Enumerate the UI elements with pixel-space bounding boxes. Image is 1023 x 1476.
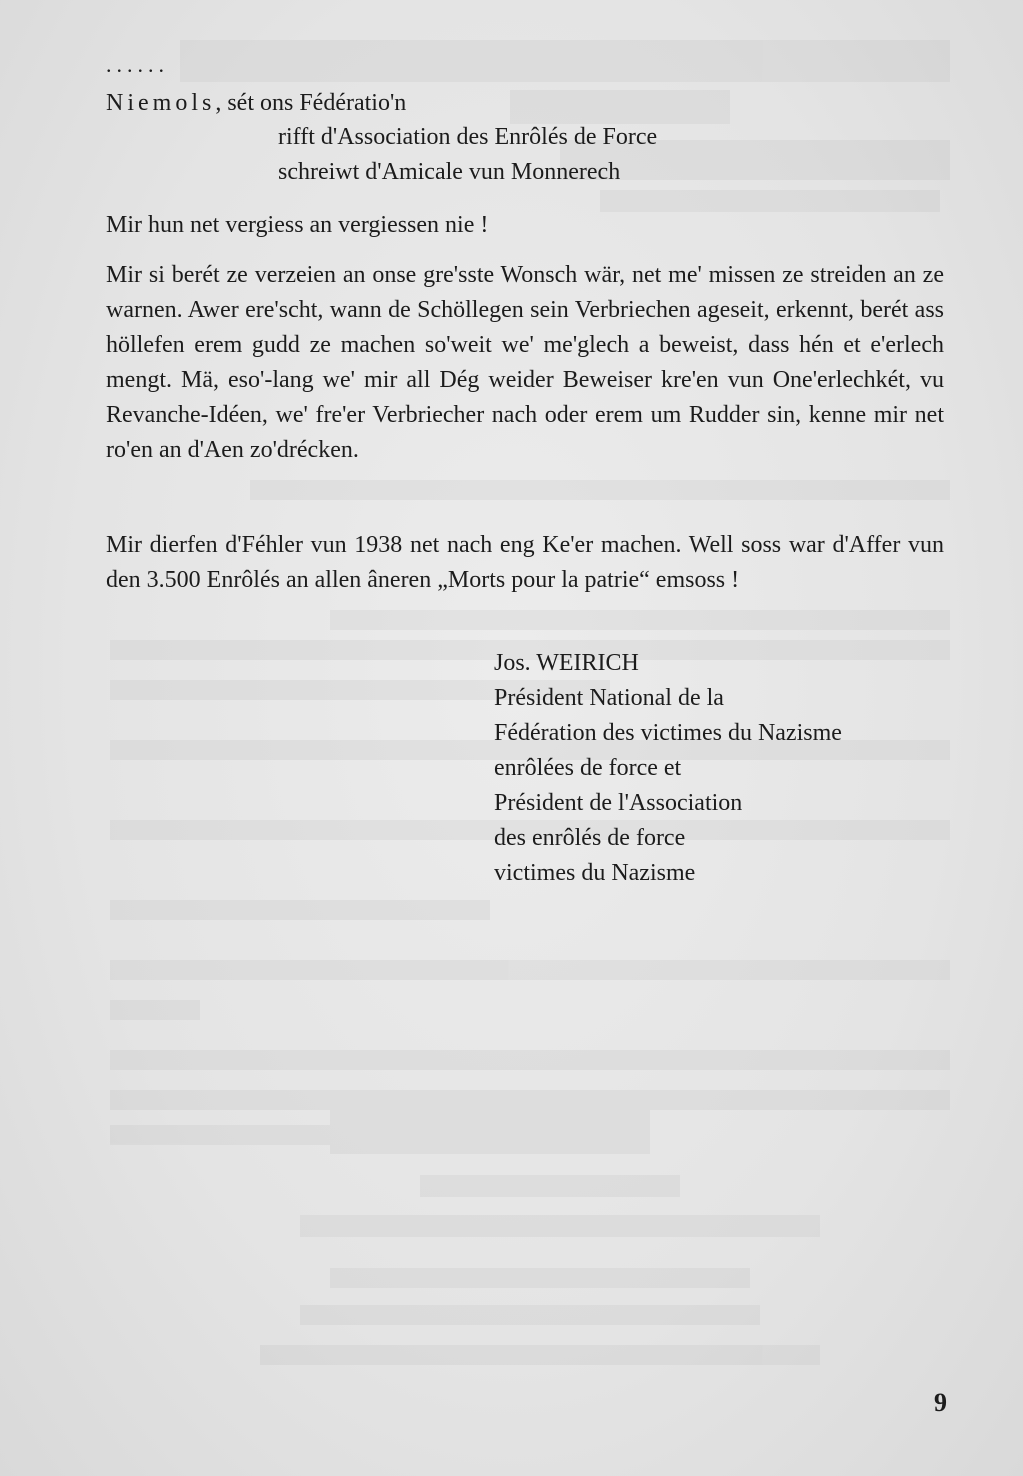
header-line-2: rifft d'Association des Enrôlés de Force	[278, 124, 658, 150]
header-line-3: schreiwt d'Amicale vun Monnerech	[278, 159, 621, 185]
signature-title-line: Fédération des victimes du Nazisme	[494, 720, 842, 746]
signature-title-line: victimes du Nazisme	[494, 860, 696, 886]
lead-word: Niemols	[106, 90, 216, 116]
paragraph-2: Mir si berét ze verzeien an onse gre'sste Wonsch wär, net me' missen ze streiden an ze warnen. Awer ere'scht, wann de Schöllegen sein Verbriechen ageseit, erkennt, berét ass höllefen erem gudd ze machen so'weit we' me'glech a beweist, dass hén et e'erlech mengt. Mä, eso'-lang we' mir all Dég weider Beweiser kre'en vun One'erlechkét, vu Revanche-Idéen, we' fre'er Verbriecher nach oder erem um Rudder sin, kenne mir net ro'en an d'Aen zo'drécken.	[106, 262, 944, 463]
header-line-1	[106, 86, 406, 120]
signature-title-line: Président National de la	[494, 685, 724, 711]
page-number: 9	[934, 1388, 947, 1417]
signature-title-line: enrôlées de force et	[494, 755, 682, 781]
header-line-1-rest: , sét ons Fédératio'n	[215, 90, 407, 116]
signature-name: Jos. WEIRICH	[494, 650, 639, 676]
ellipsis-mark: ......	[106, 52, 169, 77]
paragraph-3: Mir dierfen d'Féhler vun 1938 net nach eng Ke'er machen. Well soss war d'Affer vun den 3.500 Enrôlés an allen âneren „Morts pour la patrie“ emsoss !	[106, 532, 944, 593]
paragraph-1: Mir hun net vergiess an vergiessen nie !	[106, 212, 489, 238]
signature-title-line: des enrôlés de force	[494, 825, 686, 851]
signature-block	[494, 646, 842, 891]
signature-title-line: Président de l'Association	[494, 790, 743, 816]
